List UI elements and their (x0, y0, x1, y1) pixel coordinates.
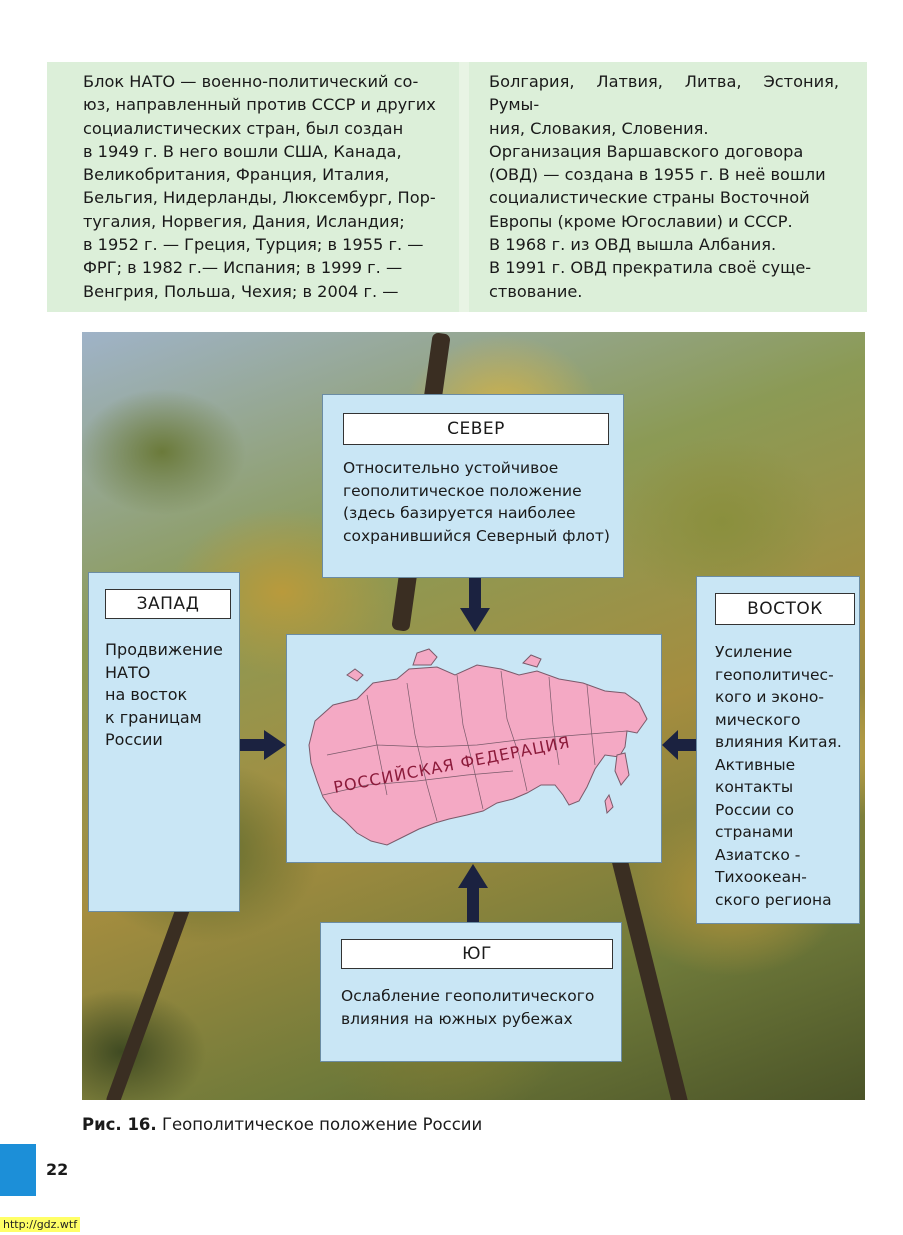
arrow-north-down (460, 578, 490, 632)
map-label: РОССИЙСКАЯ ФЕДЕРАЦИЯ (331, 732, 572, 797)
east-text-line: ского региона (715, 890, 832, 909)
info-line: юз, направленный против СССР и других (83, 95, 436, 115)
info-line: Европы (кроме Югославии) и СССР. (489, 211, 793, 231)
geopolitical-figure (82, 332, 865, 1100)
north-text-line: (здесь базируется наиболее (343, 504, 576, 522)
east-text-line: мического (715, 710, 801, 729)
east-text-line: России со (715, 800, 794, 819)
page-color-tab (0, 1144, 36, 1196)
column-divider (459, 62, 469, 312)
west-text-line: НАТО (105, 662, 151, 682)
west-text-line: Продвижение (105, 640, 223, 659)
south-title: ЮГ (341, 939, 613, 969)
info-line: тугалия, Норвегия, Дания, Исландия; (83, 211, 405, 231)
east-text-line: Тихоокеан- (715, 868, 807, 886)
info-line: Организация Варшавского договора (489, 141, 804, 161)
nato-ovd-info-block (47, 62, 867, 312)
tree-trunk (611, 854, 689, 1100)
south-text-line: Ослабление геополитического (341, 987, 595, 1005)
info-line: Великобритания, Франция, Италия, (83, 165, 390, 185)
info-line: В 1968 г. из ОВД вышла Албания. (489, 235, 777, 255)
east-box (696, 576, 860, 924)
info-line: Болгария, Латвия, Литва, Эстония, Румы- (489, 72, 839, 115)
east-text-line: кого и эконо- (715, 688, 824, 706)
caption-label: Рис. 16. (82, 1115, 157, 1134)
info-left-column (83, 70, 445, 303)
page-number: 22 (46, 1160, 69, 1179)
east-text-line: Активные (715, 755, 796, 774)
arrow-east-left (662, 730, 696, 760)
info-line: в 1949 г. В него вошли США, Канада, (83, 141, 402, 161)
info-line: В 1991 г. ОВД прекратила своё суще- (489, 258, 812, 278)
south-box (320, 922, 622, 1062)
west-text (105, 639, 235, 752)
north-text-line: Относительно устойчивое (343, 459, 559, 477)
info-line: Венгрия, Польша, Чехия; в 2004 г. — (83, 281, 399, 301)
east-text-line: странами (715, 823, 794, 841)
info-line: Бельгия, Нидерланды, Люксембург, Пор- (83, 188, 436, 208)
north-text-line: геополитическое положение (343, 481, 582, 500)
info-line: социалистических стран, был создан (83, 118, 404, 138)
arrow-west-right (240, 730, 286, 760)
west-text-line: к границам (105, 707, 202, 727)
russia-map (287, 635, 661, 862)
north-box (322, 394, 624, 578)
east-text-line: влияния Китая. (715, 733, 842, 751)
east-title: ВОСТОК (715, 593, 855, 625)
north-text (343, 457, 618, 547)
info-line: Блок НАТО — военно-политический со- (83, 72, 419, 91)
west-title: ЗАПАД (105, 589, 231, 619)
west-box (88, 572, 240, 912)
north-title: СЕВЕР (343, 413, 609, 445)
figure-caption (82, 1115, 482, 1134)
arrow-south-up (458, 864, 488, 922)
caption-text: Геополитическое положение России (161, 1115, 483, 1134)
russia-map-box (286, 634, 662, 863)
west-text-line: на восток (105, 685, 188, 704)
east-text-line: Усиление (715, 643, 793, 661)
info-line: ФРГ; в 1982 г.— Испания; в 1999 г. — (83, 258, 403, 278)
info-line: социалистические страны Восточной (489, 188, 810, 208)
south-text (341, 985, 616, 1030)
north-text-line: сохранившийся Северный флот) (343, 526, 610, 545)
south-text-line: влияния на южных рубежах (341, 1009, 573, 1028)
info-line: ствование. (489, 281, 583, 301)
east-text-line: контакты (715, 778, 794, 796)
info-right-column (489, 70, 839, 303)
russia-territory (309, 649, 647, 845)
east-text-line: геополитичес- (715, 665, 834, 684)
watermark: http://gdz.wtf (0, 1217, 80, 1232)
tree-trunk (105, 896, 193, 1100)
east-text-line: Азиатско - (715, 845, 801, 864)
info-line: ния, Словакия, Словения. (489, 118, 709, 138)
west-text-line: России (105, 730, 163, 749)
east-text (715, 641, 857, 911)
info-line: (ОВД) — создана в 1955 г. В неё вошли (489, 165, 826, 185)
info-line: в 1952 г. — Греция, Турция; в 1955 г. — (83, 235, 424, 255)
